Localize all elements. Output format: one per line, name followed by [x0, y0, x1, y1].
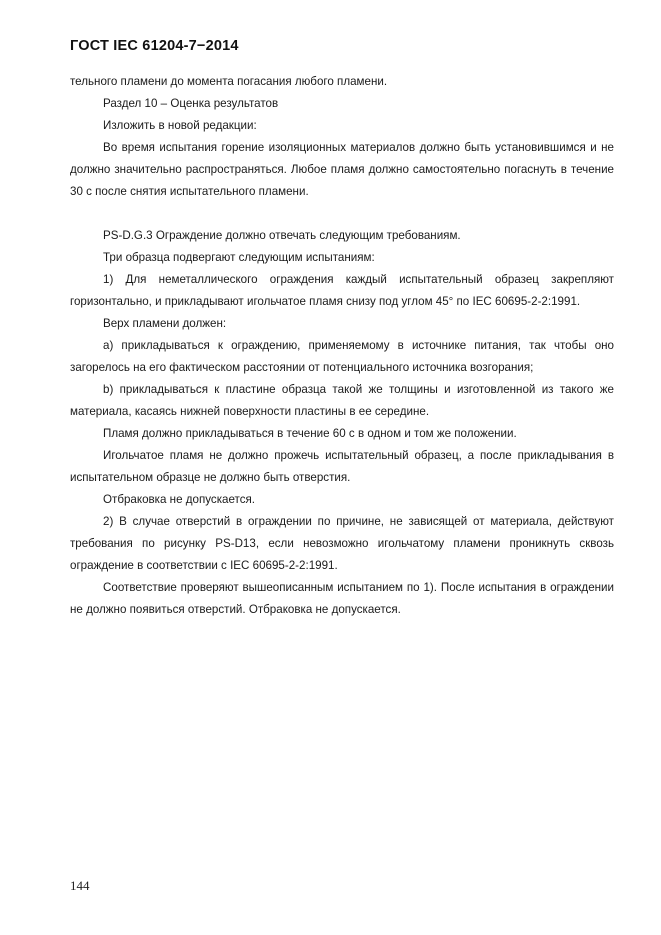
- paragraph-gap: [70, 203, 614, 225]
- paragraph-text: Отбраковка не допускается.: [103, 493, 256, 506]
- paragraph-text: Верх пламени должен:: [103, 317, 227, 330]
- paragraph-list-item: а) прикладываться к ограждению, применяемому в источнике питания, так чтобы оно загорелось на его фактическом расстоянии от потенциального источника возгорания;: [70, 339, 614, 374]
- paragraph-list-item: b) прикладываться к пластине образца такой же толщины и изготовленной из такого же материала, касаясь нижней поверхности пластины в ее середине.: [70, 383, 614, 418]
- paragraph-list-item: 2) В случае отверстий в ограждении по причине, не зависящей от материала, действуют требования по рисунку PS-D13, если невозможно игольчатому пламени проникнуть сквозь ограждение в соответствии с IEC 60695-2-2:1991.: [70, 515, 614, 572]
- paragraph-text: Соответствие проверяют вышеописанным испытанием по 1). После испытания в ограждении не должно появиться отверстий. Отбраковка не допускается.: [70, 581, 614, 616]
- paragraph-clause-heading: PS-D.G.3 Ограждение должно отвечать следующим требованиям.: [103, 229, 461, 242]
- paragraph-list-item: 1) Для неметаллического ограждения каждый испытательный образец закрепляют горизонтально, и прикладывают игольчатое пламя снизу под углом 45° по IEC 60695-2-2:1991.: [70, 273, 614, 308]
- document-header: ГОСТ IEC 61204-7−2014: [70, 38, 239, 54]
- paragraph-text: Игольчатое пламя не должно прожечь испытательный образец, а после прикладывания в испытательном образце не должно быть отверстия.: [70, 449, 614, 484]
- paragraph-section-title: Раздел 10 – Оценка результатов: [103, 97, 279, 110]
- paragraph-continuation: тельного пламени до момента погасания любого пламени.: [70, 75, 388, 88]
- paragraph-instruction: Изложить в новой редакции:: [103, 119, 257, 132]
- paragraph-text: Три образца подвергают следующим испытаниям:: [103, 251, 375, 264]
- document-body: [70, 71, 614, 621]
- paragraph-text: Во время испытания горение изоляционных материалов должно быть установившимся и не должно значительно распространяться. Любое пламя должно самостоятельно погаснуть в течение 30 с после снятия испытательного пламени.: [70, 141, 614, 198]
- page-number: 144: [70, 878, 90, 893]
- paragraph-text: Пламя должно прикладываться в течение 60 с в одном и том же положении.: [103, 427, 517, 440]
